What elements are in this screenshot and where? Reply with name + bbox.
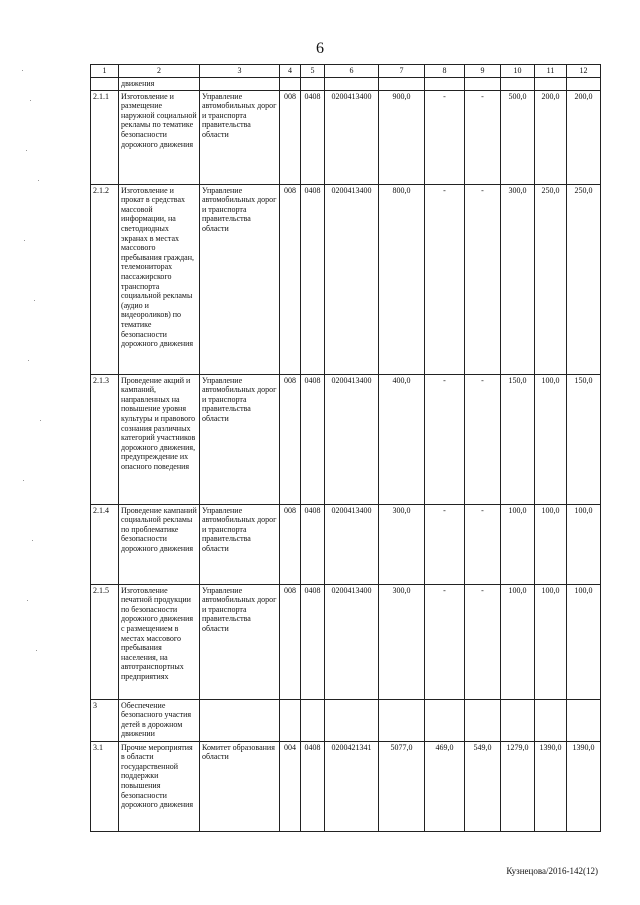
header-cell: 3 [200, 65, 280, 78]
header-cell: 2 [119, 65, 200, 78]
total-value: 300,0 [379, 504, 425, 584]
year-value: 1390,0 [535, 741, 567, 831]
year-value: 250,0 [567, 184, 601, 374]
executor: Управление автомобильных дорог и транспорта правительства области [200, 504, 280, 584]
header-cell: 10 [501, 65, 535, 78]
section-code: 0408 [301, 584, 325, 699]
executor: Управление автомобильных дорог и транспорта правительства области [200, 584, 280, 699]
year-value [567, 699, 601, 741]
header-cell: 6 [325, 65, 379, 78]
year-value: 469,0 [425, 741, 465, 831]
total-value: 400,0 [379, 374, 425, 504]
year-value: 100,0 [567, 584, 601, 699]
target-article: 0200413400 [325, 374, 379, 504]
table-row [91, 90, 601, 184]
year-value: 549,0 [465, 741, 501, 831]
program-activities-table [90, 64, 601, 832]
year-value: - [465, 584, 501, 699]
section-code: 0408 [301, 374, 325, 504]
table-row [91, 699, 601, 741]
year-value [535, 699, 567, 741]
header-cell: 4 [280, 65, 301, 78]
executor: Управление автомобильных дорог и транспорта правительства области [200, 374, 280, 504]
total-value [379, 699, 425, 741]
header-cell: 7 [379, 65, 425, 78]
year-value: 100,0 [501, 584, 535, 699]
executor: Управление автомобильных дорог и транспорта правительства области [200, 90, 280, 184]
year-value [465, 699, 501, 741]
section-code: 0408 [301, 184, 325, 374]
year-value: 500,0 [501, 90, 535, 184]
total-value: 5077,0 [379, 741, 425, 831]
table-header-row [91, 65, 601, 78]
year-value: 100,0 [535, 504, 567, 584]
year-value: 150,0 [501, 374, 535, 504]
target-article: 0200413400 [325, 504, 379, 584]
total-value: 900,0 [379, 90, 425, 184]
year-value: 100,0 [501, 504, 535, 584]
year-value: 250,0 [535, 184, 567, 374]
year-value: - [425, 184, 465, 374]
header-cell: 9 [465, 65, 501, 78]
activity-name: Прочие мероприятия в области государственной поддержки повышения безопасности дорожного движения [119, 741, 200, 831]
header-cell: 12 [567, 65, 601, 78]
table-row [91, 374, 601, 504]
section-code: 0408 [301, 741, 325, 831]
row-number: 3.1 [91, 741, 119, 831]
target-article: 0200413400 [325, 90, 379, 184]
year-value: - [425, 584, 465, 699]
grbs-code: 008 [280, 374, 301, 504]
target-article: 0200413400 [325, 184, 379, 374]
grbs-code: 008 [280, 90, 301, 184]
scan-noise [18, 60, 58, 660]
year-value: 100,0 [535, 374, 567, 504]
target-article: 0200421341 [325, 741, 379, 831]
section-code [301, 699, 325, 741]
grbs-code: 004 [280, 741, 301, 831]
table-row [91, 504, 601, 584]
year-value: - [465, 90, 501, 184]
year-value [501, 699, 535, 741]
year-value: 200,0 [567, 90, 601, 184]
total-value: 800,0 [379, 184, 425, 374]
activity-name: Проведение кампаний социальной рекламы по проблематике безопасности дорожного движения [119, 504, 200, 584]
section-code: 0408 [301, 90, 325, 184]
row-number: 2.1.4 [91, 504, 119, 584]
executor: Комитет образования области [200, 741, 280, 831]
header-cell: 1 [91, 65, 119, 78]
row-number: 2.1.2 [91, 184, 119, 374]
header-cell: 11 [535, 65, 567, 78]
document-footer: Кузнецова/2016-142(12) [506, 866, 598, 876]
table-row [91, 741, 601, 831]
total-value: 300,0 [379, 584, 425, 699]
year-value [425, 699, 465, 741]
year-value: 200,0 [535, 90, 567, 184]
activity-name: Обеспечение безопасного участия детей в дорожном движении [119, 699, 200, 741]
page-number: 6 [316, 40, 324, 57]
grbs-code [280, 699, 301, 741]
row-number: 2.1.3 [91, 374, 119, 504]
year-value: - [465, 374, 501, 504]
executor: Управление автомобильных дорог и транспорта правительства области [200, 184, 280, 374]
year-value: 100,0 [535, 584, 567, 699]
year-value: 1390,0 [567, 741, 601, 831]
row-number: 2.1.5 [91, 584, 119, 699]
table-row [91, 584, 601, 699]
activity-name: Изготовление и размещение наружной социальной рекламы по тематике безопасности дорожного движения [119, 90, 200, 184]
year-value: - [425, 504, 465, 584]
target-article: 0200413400 [325, 584, 379, 699]
header-cell: 8 [425, 65, 465, 78]
activity-name: Изготовление печатной продукции по безопасности дорожного движения с размещением в местах массового пребывания населения, на автотранспортных предприятиях [119, 584, 200, 699]
row-number: 2.1.1 [91, 90, 119, 184]
year-value: - [465, 504, 501, 584]
year-value: 150,0 [567, 374, 601, 504]
year-value: 100,0 [567, 504, 601, 584]
header-cell: 5 [301, 65, 325, 78]
continuation-row [91, 78, 601, 91]
continuation-text: движения [119, 78, 200, 91]
activity-name: Изготовление и прокат в средствах массовой информации, на светодиодных экранах в местах массового пребывания граждан, телемониторах пассажирского транспорта социальной рекламы (аудио и видеороликов) по тематике безопасности дорожного движения [119, 184, 200, 374]
row-number: 3 [91, 699, 119, 741]
executor [200, 699, 280, 741]
year-value: - [425, 90, 465, 184]
year-value: 1279,0 [501, 741, 535, 831]
year-value: - [425, 374, 465, 504]
grbs-code: 008 [280, 184, 301, 374]
target-article [325, 699, 379, 741]
grbs-code: 008 [280, 584, 301, 699]
year-value: 300,0 [501, 184, 535, 374]
grbs-code: 008 [280, 504, 301, 584]
section-code: 0408 [301, 504, 325, 584]
table-row [91, 184, 601, 374]
activity-name: Проведение акций и кампаний, направленных на повышение уровня культуры и правового сознания различных категорий участников дорожного движения, предупреждение их опасного поведения [119, 374, 200, 504]
year-value: - [465, 184, 501, 374]
